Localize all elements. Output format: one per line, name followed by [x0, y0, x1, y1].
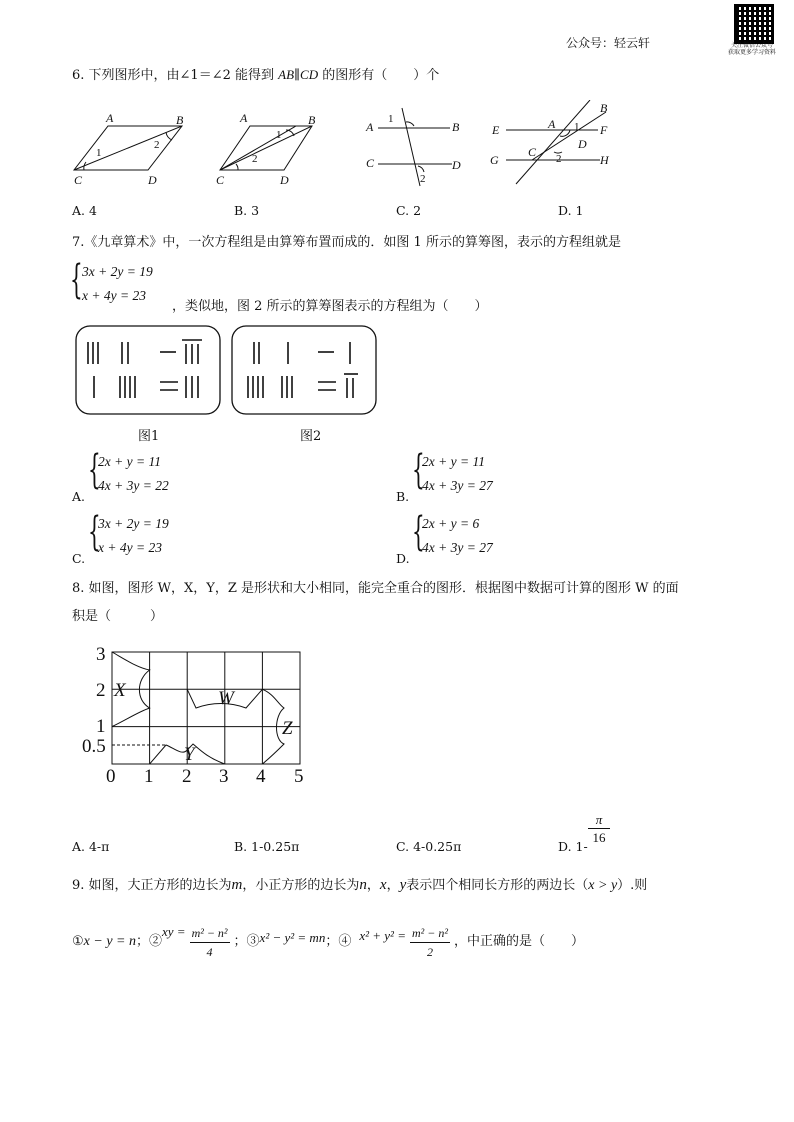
q9-stem-c: 表示四个相同长方形的两边长（ [406, 878, 589, 893]
svg-text:D: D [148, 173, 157, 187]
q9-y: y [399, 877, 407, 893]
svg-text:A: A [366, 120, 374, 134]
q8-label-x: X [114, 680, 126, 701]
svg-text:C: C [216, 173, 225, 187]
q8-xtick: 5 [294, 766, 304, 787]
q9-m: m [231, 877, 243, 893]
q6-parallel: ∥ [294, 68, 301, 83]
q7-example-brace: { [70, 257, 83, 303]
svg-text:2: 2 [556, 153, 562, 165]
q6-stem [72, 66, 439, 85]
q9-s2-den: 4 [206, 944, 213, 959]
q9-sep2: ；③ [233, 934, 260, 949]
q8-label-y: Y [184, 744, 195, 765]
svg-text:1: 1 [574, 121, 580, 133]
qr-code [734, 4, 774, 44]
svg-text:G: G [490, 153, 499, 167]
q8-ytick: 2 [96, 680, 106, 701]
q9-statements [72, 920, 584, 964]
q8-xtick: 4 [256, 766, 266, 787]
q8-option-d: D. 1- [558, 839, 588, 854]
q6-option-c: C. 2 [396, 203, 422, 218]
q6-stem-tail: 的图形有（ ）个 [322, 68, 440, 83]
svg-text:B: B [308, 113, 316, 127]
q8-ytick: 3 [96, 644, 106, 665]
q6-option-a: A. 4 [72, 203, 97, 218]
q7-counting-rods [74, 324, 384, 420]
svg-text:C: C [74, 173, 83, 187]
q7-option-c-brace: { [88, 509, 101, 555]
q6-stem-text: 6. 下列图形中，由∠1＝∠2 能得到 [72, 68, 274, 83]
qr-caption-line1: 关注微信公众号 [730, 42, 773, 49]
q6-option-d: D. 1 [558, 203, 584, 218]
q8-option-d-num: π [588, 812, 610, 829]
q8-option-d-den: 16 [592, 830, 606, 845]
q6-cd: CD [300, 67, 319, 82]
svg-text:H: H [600, 153, 609, 167]
svg-text:A: A [106, 111, 114, 125]
q9-s2-num: m² − n² [190, 924, 230, 943]
q8-y-ticks [82, 644, 106, 757]
q7-example-eq1: 3x + 2y = 19 [82, 264, 153, 279]
q7-stem2: ，类似地，图 2 所示的算筹图表示的方程组为（ ） [172, 299, 488, 314]
q9-stem-b: ，小正方形的边长为 [242, 878, 360, 893]
q7-option-d-eq2: 4x + 3y = 27 [422, 540, 493, 555]
svg-text:A: A [240, 111, 248, 125]
svg-text:1: 1 [96, 147, 102, 159]
q7-option-b-eq2: 4x + 3y = 27 [422, 478, 493, 493]
qr-caption [722, 42, 782, 56]
wechat-label: 公众号：轻云轩 [566, 36, 651, 50]
q6-fig-b [220, 126, 312, 170]
q8-option-d-fraction [588, 812, 610, 847]
q6-figures [60, 100, 640, 190]
q8-x-ticks [106, 766, 304, 787]
svg-text:D: D [452, 158, 461, 172]
svg-text:B: B [452, 120, 460, 134]
q8-label-w: W [218, 688, 234, 709]
q9-s1-mark: ① [72, 934, 84, 949]
q8-grid-figure [78, 640, 328, 788]
q9-n: n [359, 877, 367, 893]
q9-sep1: ；② [135, 934, 162, 949]
qr-caption-line2: 获取更多学习资料 [727, 49, 776, 56]
q6-option-b: B. 3 [234, 203, 260, 218]
q7-option-b-brace: { [412, 447, 425, 493]
q9-sep3: ；④ [325, 934, 352, 949]
q7-fig2-label: 图2 [300, 429, 322, 444]
svg-text:2: 2 [252, 153, 258, 165]
svg-text:C: C [528, 145, 537, 159]
q6-ab: AB [278, 67, 295, 82]
svg-text:D: D [280, 173, 289, 187]
q8-option-a: A. 4-π [72, 839, 110, 854]
svg-text:A: A [548, 117, 556, 131]
q8-option-c: C. 4-0.25π [396, 839, 462, 854]
q7-stem: 7.《九章算术》中，一次方程组是由算筹布置而成的．如图 1 所示的算筹图，表示的方程组就是 [72, 235, 621, 250]
svg-text:C: C [366, 156, 375, 170]
q7-option-d-letter: D. [396, 551, 410, 566]
q7-option-a-brace: { [88, 447, 101, 493]
svg-text:2: 2 [154, 139, 160, 151]
q9-x: x [379, 877, 387, 893]
q9-statement-4-lhs: x² + y² = [359, 928, 406, 943]
q8-stem-line1: 8. 如图，图形 W，X，Y，Z 是形状和大小相同，能完全重合的图形．根据图中数据可计算的图形 W 的面 [72, 581, 679, 596]
q7-option-a-eq1: 2x + y = 11 [98, 454, 161, 469]
q8-xtick: 3 [219, 766, 229, 787]
q9-statement-2-frac [190, 924, 230, 961]
svg-text:1: 1 [276, 129, 282, 141]
q7-option-a-letter: A. [72, 489, 86, 504]
q8-xtick: 1 [144, 766, 154, 787]
svg-text:B: B [600, 101, 608, 115]
q8-xtick: 2 [182, 766, 192, 787]
svg-text:F: F [600, 123, 608, 137]
q8-ytick: 0.5 [82, 736, 106, 757]
q9-stem-a: 9. 如图，大正方形的边长为 [72, 878, 232, 893]
q9-stem-d: ）.则 [617, 878, 648, 893]
q9-statement-2-lhs: xy = [162, 924, 186, 939]
q7-option-d-eq1: 2x + y = 6 [422, 516, 480, 531]
q9-statement-1: x − y = n [83, 934, 136, 949]
q8-stem-line2: 积是（ ） [72, 609, 164, 624]
q9-stem [72, 876, 647, 895]
q7-option-d-brace: { [412, 509, 425, 555]
svg-text:E: E [492, 123, 500, 137]
q9-statement-3: x² − y² = mn [259, 930, 326, 945]
q9-statement-4-frac [410, 924, 450, 961]
q9-s4-num: m² − n² [410, 924, 450, 943]
q7-option-a-eq2: 4x + 3y = 22 [98, 478, 169, 493]
q9-s4-den: 2 [426, 944, 433, 959]
q6-fig-d [506, 100, 606, 184]
q7-option-c-letter: C. [72, 551, 86, 566]
svg-text:2: 2 [420, 173, 426, 185]
svg-text:D: D [578, 137, 587, 151]
q8-label-z: Z [282, 718, 293, 739]
q9-condition: x > y [588, 878, 618, 893]
q7-fig1-label: 图1 [138, 429, 160, 444]
q7-option-c-eq1: 3x + 2y = 19 [98, 516, 169, 531]
q8-ytick: 1 [96, 716, 106, 737]
q9-comma: ， [366, 878, 380, 893]
q9-comma: ， [386, 878, 400, 893]
q7-option-c-eq2: x + 4y = 23 [98, 540, 162, 555]
q8-option-b: B. 1-0.25π [234, 839, 300, 854]
q7-option-b-eq1: 2x + y = 11 [422, 454, 485, 469]
q7-option-b-letter: B. [396, 489, 410, 504]
svg-text:1: 1 [388, 113, 394, 125]
svg-text:B: B [176, 113, 184, 127]
q6-fig-a [74, 126, 182, 170]
q7-example-eq2: x + 4y = 23 [82, 288, 146, 303]
q8-xtick: 0 [106, 766, 116, 787]
q9-tail: ，中正确的是（ ） [453, 934, 584, 949]
